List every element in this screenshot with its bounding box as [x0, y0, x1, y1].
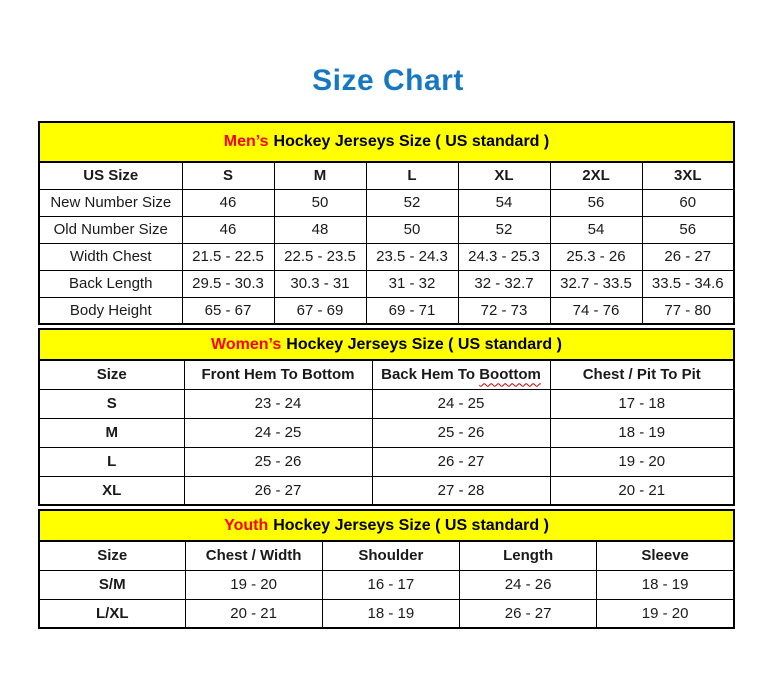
table-row	[39, 297, 734, 324]
row-label: Back Length	[39, 270, 182, 297]
data-cell: 52	[366, 189, 458, 216]
column-header: Sleeve	[597, 541, 734, 570]
data-cell: 21.5 - 22.5	[182, 243, 274, 270]
table-row	[39, 270, 734, 297]
youth-table-caption	[38, 509, 735, 540]
data-cell: 22.5 - 23.5	[274, 243, 366, 270]
row-label: XL	[39, 476, 184, 505]
data-cell: 29.5 - 30.3	[182, 270, 274, 297]
data-cell: 25 - 26	[372, 418, 550, 447]
caption-rest-womens: Hockey Jerseys Size ( US standard )	[286, 335, 562, 353]
data-cell: 46	[182, 189, 274, 216]
table-row	[39, 189, 734, 216]
data-cell: 19 - 20	[185, 570, 322, 599]
mens-size-table	[38, 161, 735, 325]
column-header: 2XL	[550, 162, 642, 189]
data-cell: 32.7 - 33.5	[550, 270, 642, 297]
row-label: Body Height	[39, 297, 182, 324]
column-header: Length	[460, 541, 597, 570]
data-cell: 26 - 27	[642, 243, 734, 270]
data-cell: 50	[274, 189, 366, 216]
womens-table-caption	[38, 328, 735, 359]
data-cell: 27 - 28	[372, 476, 550, 505]
caption-highlight-youth: Youth	[224, 516, 269, 534]
data-cell: 18 - 19	[550, 418, 734, 447]
data-cell: 54	[458, 189, 550, 216]
womens-size-table	[38, 359, 735, 506]
column-header: S	[182, 162, 274, 189]
data-cell: 19 - 20	[597, 599, 734, 628]
youth-size-table	[38, 540, 735, 629]
column-header: Chest / Width	[185, 541, 322, 570]
table-row	[39, 389, 734, 418]
row-label: L/XL	[39, 599, 185, 628]
data-cell: 18 - 19	[322, 599, 459, 628]
row-label: Width Chest	[39, 243, 182, 270]
caption-highlight-mens: Men’s	[223, 133, 269, 150]
column-header: US Size	[39, 162, 182, 189]
row-label: S	[39, 389, 184, 418]
data-cell: 69 - 71	[366, 297, 458, 324]
data-cell: 24 - 25	[372, 389, 550, 418]
caption-rest-youth: Hockey Jerseys Size ( US standard )	[273, 516, 549, 534]
column-header: Size	[39, 360, 184, 389]
column-header: L	[366, 162, 458, 189]
caption-highlight-womens: Women’s	[211, 335, 282, 353]
row-label: S/M	[39, 570, 185, 599]
column-header: M	[274, 162, 366, 189]
size-chart-sheet	[38, 121, 735, 629]
data-cell: 60	[642, 189, 734, 216]
data-cell: 20 - 21	[550, 476, 734, 505]
data-cell: 30.3 - 31	[274, 270, 366, 297]
data-cell: 24 - 26	[460, 570, 597, 599]
data-cell: 56	[550, 189, 642, 216]
data-cell: 16 - 17	[322, 570, 459, 599]
table-row	[39, 447, 734, 476]
data-cell: 33.5 - 34.6	[642, 270, 734, 297]
data-cell: 77 - 80	[642, 297, 734, 324]
data-cell: 17 - 18	[550, 389, 734, 418]
header-row	[39, 162, 734, 189]
table-row	[39, 243, 734, 270]
column-header: Front Hem To Bottom	[184, 360, 372, 389]
column-header: Chest / Pit To Pit	[550, 360, 734, 389]
table-row	[39, 570, 734, 599]
data-cell: 23.5 - 24.3	[366, 243, 458, 270]
table-row	[39, 418, 734, 447]
data-cell: 24 - 25	[184, 418, 372, 447]
data-cell: 54	[550, 216, 642, 243]
data-cell: 26 - 27	[184, 476, 372, 505]
data-cell: 32 - 32.7	[458, 270, 550, 297]
data-cell: 72 - 73	[458, 297, 550, 324]
data-cell: 67 - 69	[274, 297, 366, 324]
table-row	[39, 599, 734, 628]
data-cell: 46	[182, 216, 274, 243]
data-cell: 50	[366, 216, 458, 243]
misspelled-word: Boottom	[479, 366, 541, 384]
mens-size-section	[38, 121, 735, 325]
table-row	[39, 476, 734, 505]
data-cell: 31 - 32	[366, 270, 458, 297]
row-label: Old Number Size	[39, 216, 182, 243]
table-row	[39, 216, 734, 243]
data-cell: 24.3 - 25.3	[458, 243, 550, 270]
column-header: Shoulder	[322, 541, 459, 570]
data-cell: 20 - 21	[185, 599, 322, 628]
data-cell: 26 - 27	[372, 447, 550, 476]
data-cell: 74 - 76	[550, 297, 642, 324]
caption-rest-mens: Hockey Jerseys Size ( US standard )	[273, 133, 550, 150]
column-header: 3XL	[642, 162, 734, 189]
data-cell: 56	[642, 216, 734, 243]
data-cell: 25 - 26	[184, 447, 372, 476]
column-header: XL	[458, 162, 550, 189]
data-cell: 48	[274, 216, 366, 243]
data-cell: 19 - 20	[550, 447, 734, 476]
data-cell: 26 - 27	[460, 599, 597, 628]
youth-size-section	[38, 509, 735, 629]
data-cell: 18 - 19	[597, 570, 734, 599]
page-title: Size Chart	[312, 64, 464, 97]
data-cell: 52	[458, 216, 550, 243]
womens-size-section	[38, 328, 735, 506]
row-label: M	[39, 418, 184, 447]
row-label: New Number Size	[39, 189, 182, 216]
row-label: L	[39, 447, 184, 476]
data-cell: 65 - 67	[182, 297, 274, 324]
data-cell: 25.3 - 26	[550, 243, 642, 270]
header-row	[39, 541, 734, 570]
column-header: Size	[39, 541, 185, 570]
column-header: Back Hem To Boottom	[372, 360, 550, 389]
header-row	[39, 360, 734, 389]
data-cell: 23 - 24	[184, 389, 372, 418]
mens-table-caption	[38, 121, 735, 161]
